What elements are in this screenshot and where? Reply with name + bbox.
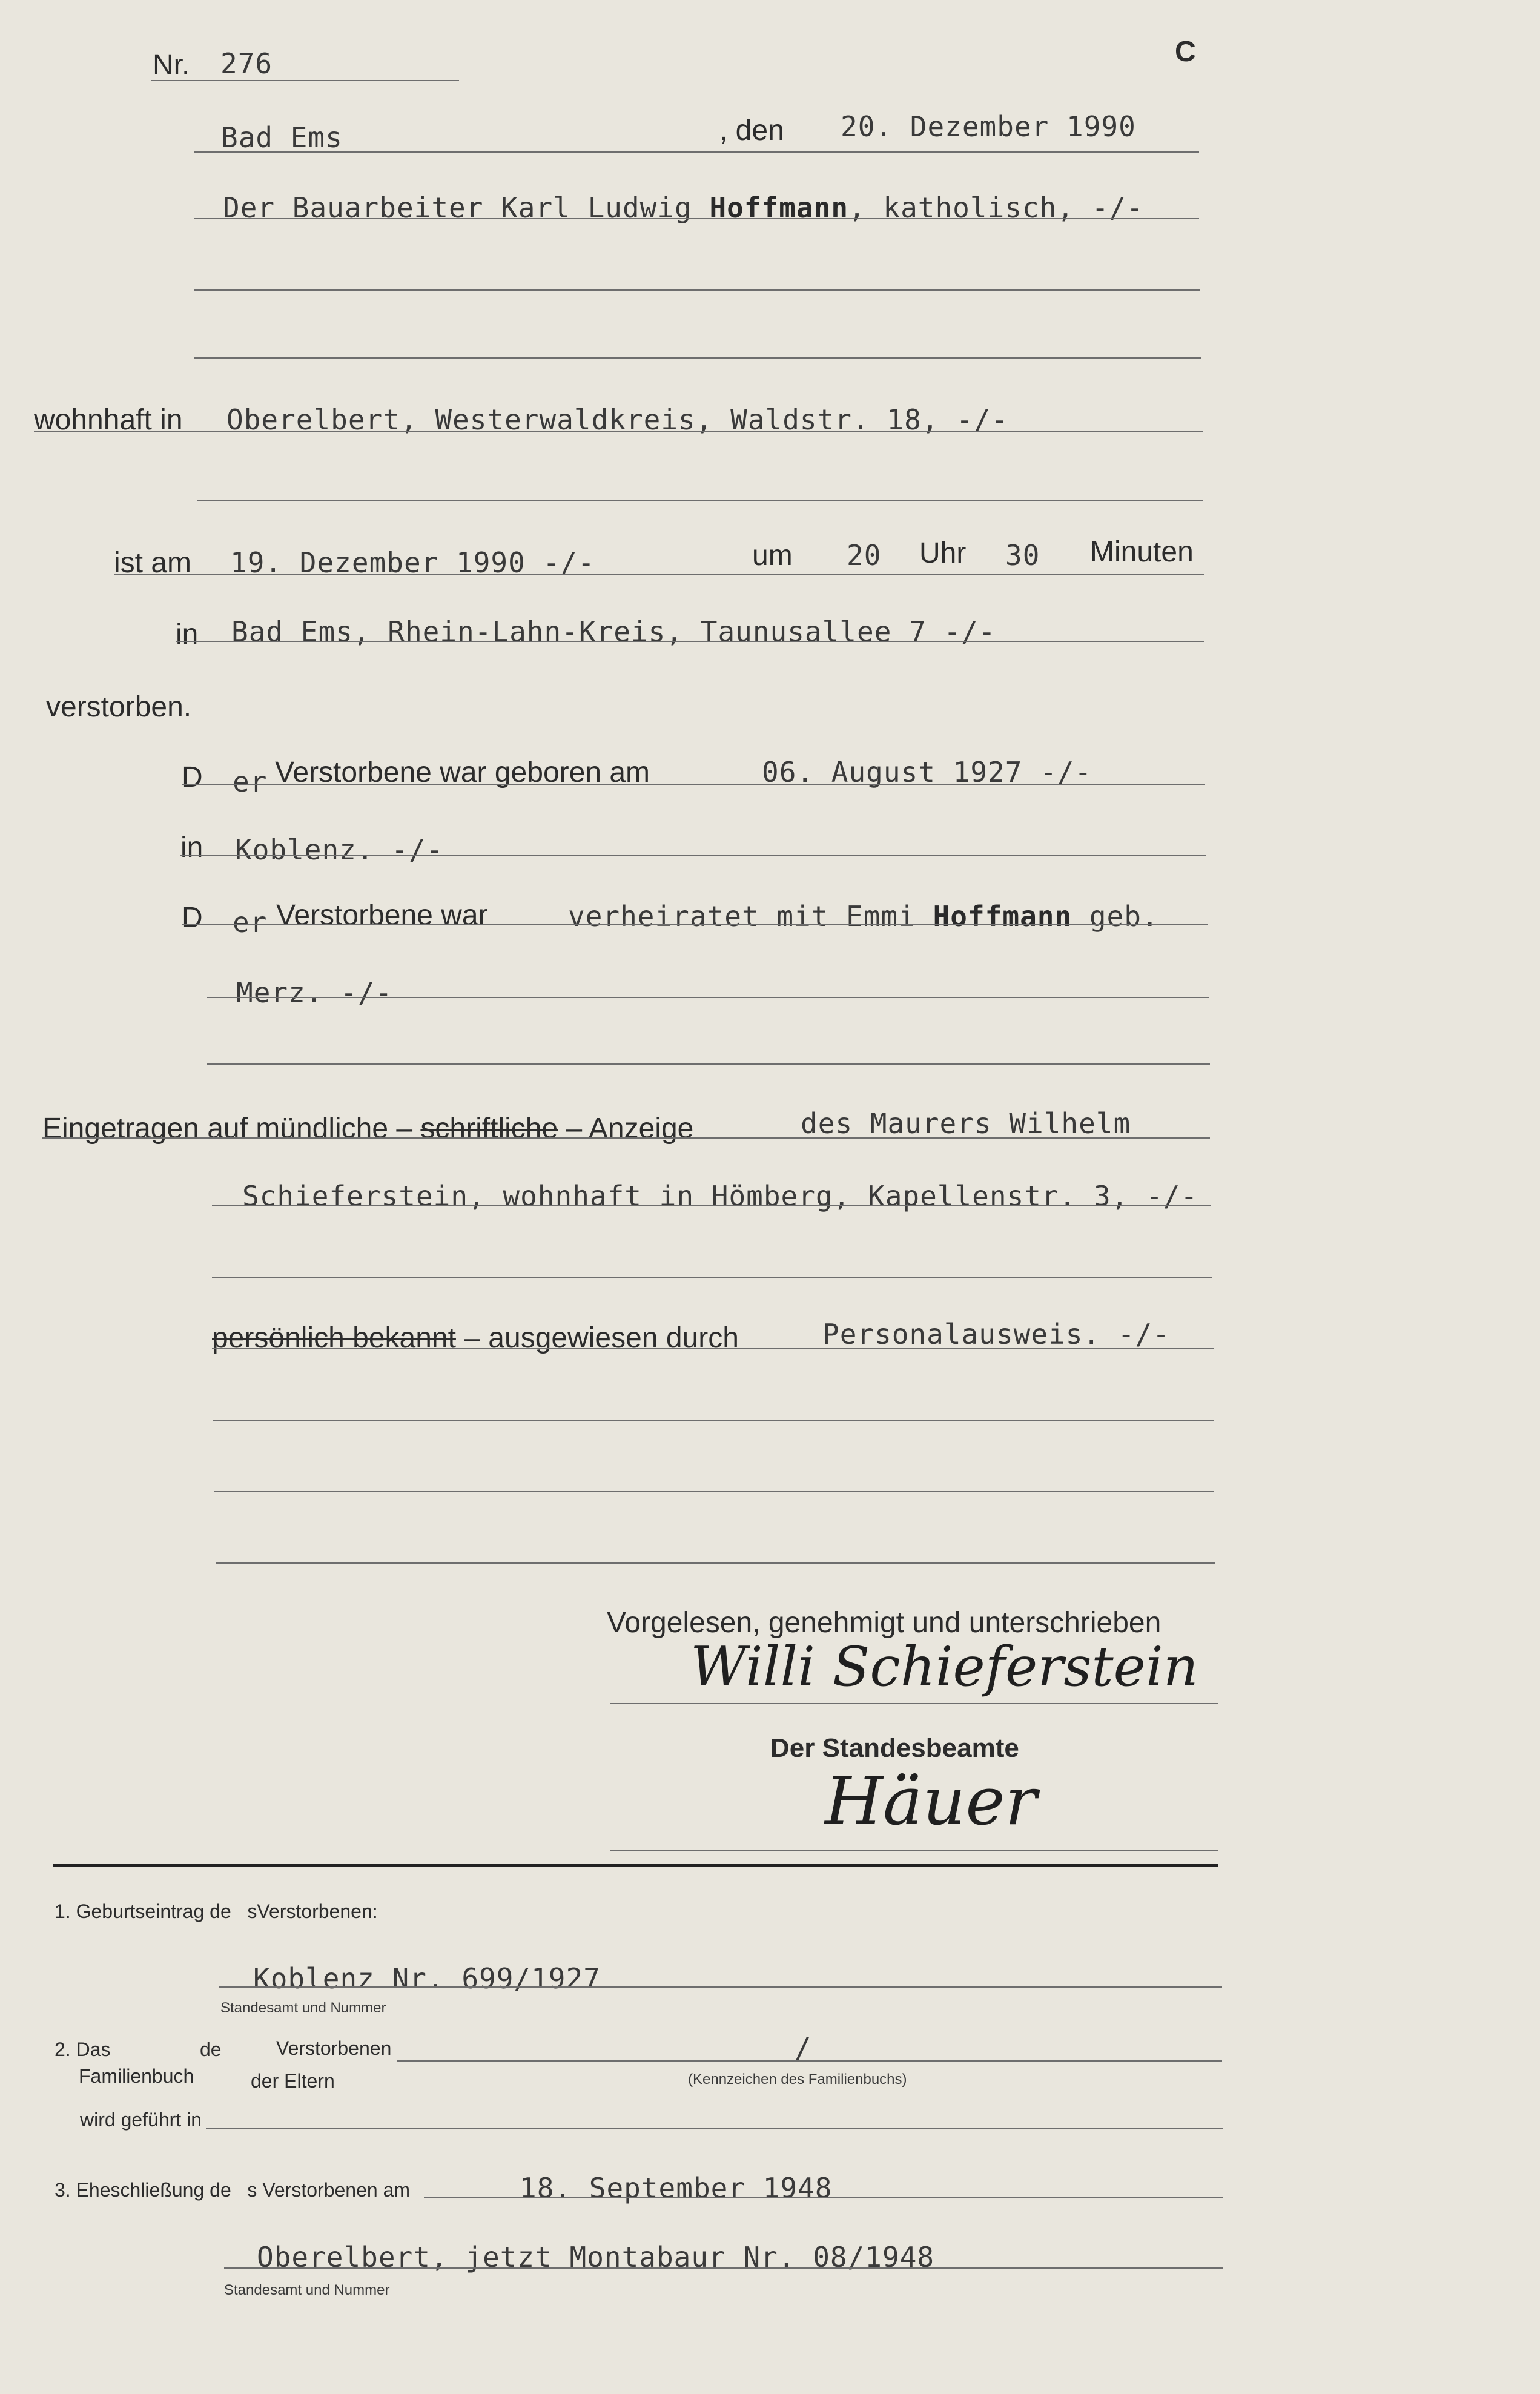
rule (176, 641, 1204, 642)
birth-d-label: D (182, 761, 203, 793)
minuten-label: Minuten (1090, 536, 1194, 568)
rule (216, 1562, 1215, 1564)
signature-registrar: Häuer (825, 1762, 1037, 1840)
rule (42, 1137, 1210, 1139)
signature-informant: Willi Schieferstein (690, 1635, 1198, 1699)
item3-label: 3. Eheschließung de s Verstorbenen am (55, 2179, 411, 2201)
rule (212, 1348, 1214, 1349)
wohnhaft-value: Oberelbert, Westerwaldkreis, Waldstr. 18, -/- (226, 403, 1009, 436)
marriage-line-2: Merz. -/- (236, 976, 393, 1009)
nr-underline (151, 80, 459, 81)
birth-in-label: in (180, 832, 203, 864)
rule (180, 855, 1206, 856)
place-header: Bad Ems (221, 121, 343, 154)
header-underline (194, 151, 1199, 153)
item1-label: 1. Geburtseintrag de sVerstorbenen: (55, 1900, 378, 1922)
eingetragen-line: Eingetragen auf mündliche – schriftliche – Anzeige (42, 1113, 694, 1145)
death-date: 19. Dezember 1990 -/- (230, 546, 595, 579)
death-place: Bad Ems, Rhein-Lahn-Kreis, Taunusallee 7 -/- (231, 615, 996, 648)
rule (219, 1986, 1222, 1988)
rule (224, 2267, 1223, 2269)
rule (207, 1063, 1210, 1065)
ist-am-label: ist am (114, 547, 192, 579)
rule (194, 218, 1199, 219)
person-line-1: Der Bauarbeiter Karl Ludwig Hoffmann, katholisch, -/- (223, 191, 1144, 224)
rule (207, 997, 1209, 998)
marriage-d-label: D (182, 902, 203, 934)
item2-familienbuch: Familienbuch (79, 2065, 194, 2087)
rule (206, 2128, 1223, 2129)
rule (214, 1491, 1214, 1492)
rule (34, 431, 1203, 432)
rule (197, 500, 1203, 501)
item3-place: Oberelbert, jetzt Montabaur Nr. 08/1948 (257, 2241, 935, 2273)
item2-num: 2. Das (55, 2039, 111, 2060)
header-date: 20. Dezember 1990 (841, 110, 1136, 143)
nr-value: 276 (220, 47, 273, 80)
rule (182, 924, 1208, 925)
rule (424, 2197, 1223, 2198)
uhr-label: Uhr (919, 537, 967, 569)
um-label: um (752, 540, 793, 572)
geboren-label: Verstorbene war geboren am (275, 756, 650, 789)
item2-verstorbenen: Verstorbenen (276, 2037, 392, 2059)
item2-wird-gefuehrt: wird geführt in (80, 2109, 202, 2131)
standesbeamte-label: Der Standesbeamte (770, 1733, 1019, 1763)
item2-slash: / (795, 2031, 812, 2064)
den-label: , den (719, 114, 784, 147)
rule (114, 574, 1204, 575)
corner-letter: C (1175, 36, 1196, 68)
rule (397, 2060, 1222, 2062)
nr-label: Nr. (153, 49, 190, 81)
signature-line (610, 1703, 1218, 1704)
verstorben-label: verstorben. (46, 691, 192, 723)
death-in-label: in (176, 618, 199, 650)
section-divider (53, 1864, 1218, 1867)
item2-eltern: der Eltern (251, 2070, 335, 2092)
rule (194, 357, 1201, 359)
birth-er-value: er (233, 765, 268, 798)
rule (182, 784, 1205, 785)
signature-line (610, 1850, 1218, 1851)
birth-place: Koblenz. -/- (235, 833, 444, 866)
rule (212, 1205, 1211, 1206)
item3-date: 18. September 1948 (520, 2172, 833, 2204)
marriage-line-1: verheiratet mit Emmi Hoffmann geb. (568, 900, 1159, 933)
report-line-2: Schieferstein, wohnhaft in Hömberg, Kapellenstr. 3, -/- (242, 1180, 1198, 1212)
item1-standesamt-caption: Standesamt und Nummer (220, 2000, 386, 2016)
marriage-er-value: er (233, 906, 268, 939)
rule (213, 1420, 1214, 1421)
ausweis-value: Personalausweis. -/- (822, 1318, 1170, 1351)
rule (194, 289, 1200, 291)
rule (212, 1277, 1212, 1278)
vorgelesen-label: Vorgelesen, genehmigt und unterschrieben (607, 1607, 1162, 1639)
item2-kennzeichen-caption: (Kennzeichen des Familienbuchs) (688, 2071, 907, 2088)
birth-date: 06. August 1927 -/- (762, 756, 1092, 789)
item2-de: de (200, 2039, 222, 2060)
item1-value: Koblenz Nr. 699/1927 (253, 1962, 601, 1995)
verstorbene-war-label: Verstorbene war (276, 899, 488, 931)
item3-standesamt-caption: Standesamt und Nummer (224, 2282, 390, 2298)
death-hour: 20 (847, 539, 882, 572)
report-line-1: des Maurers Wilhelm (801, 1107, 1131, 1140)
ausgewiesen-line: persönlich bekannt – ausgewiesen durch (212, 1322, 739, 1354)
death-minutes: 30 (1005, 539, 1040, 572)
wohnhaft-label: wohnhaft in (34, 404, 183, 436)
